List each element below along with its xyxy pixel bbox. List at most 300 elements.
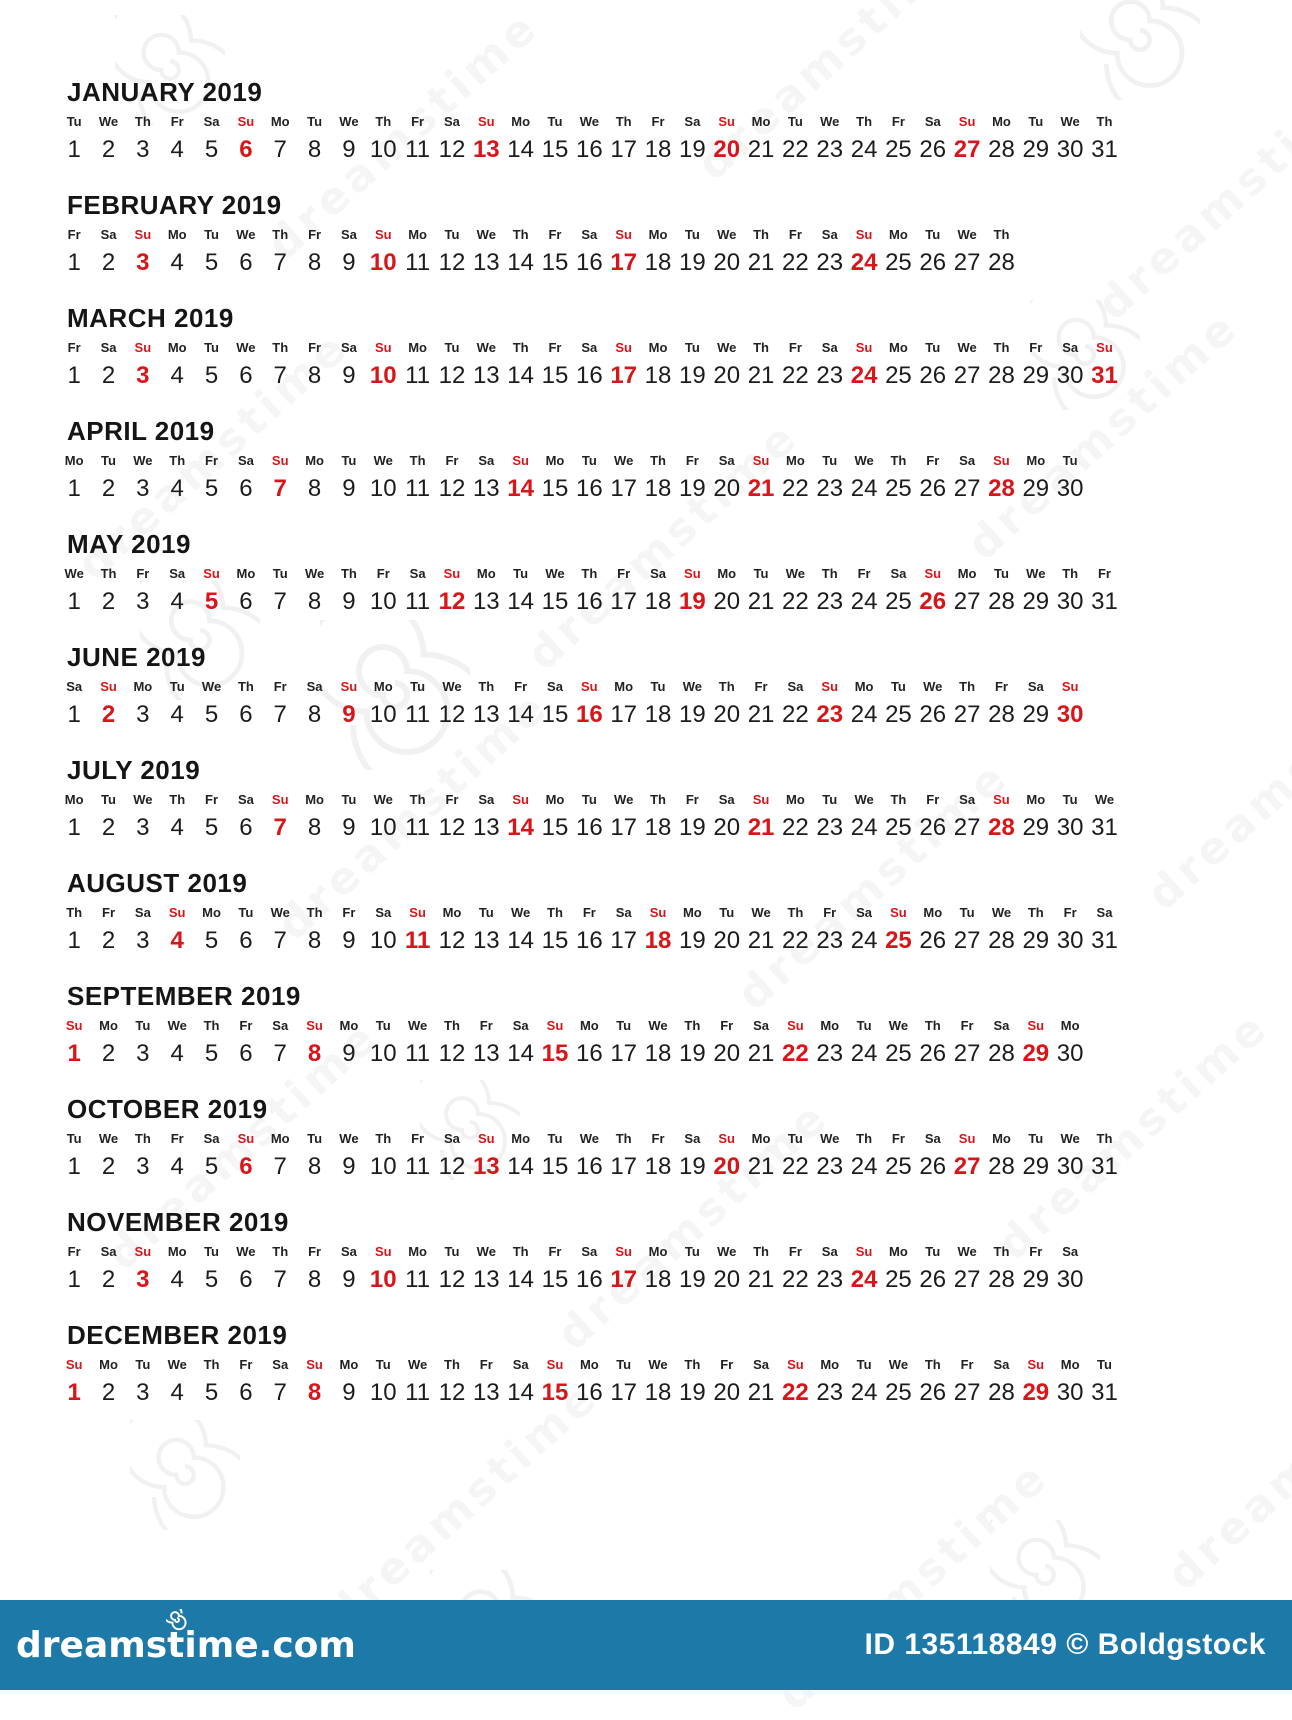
weekday-label: Fr	[1029, 1244, 1043, 1259]
weekday-label: Sa	[993, 1018, 1010, 1033]
day-column	[778, 905, 812, 954]
weekday-label: Su	[752, 453, 770, 468]
day-column	[469, 679, 503, 728]
day-number: 5	[204, 1040, 219, 1067]
day-number: 22	[782, 588, 809, 615]
days-row	[57, 227, 1292, 276]
day-column	[607, 1244, 641, 1293]
day-column	[881, 1131, 915, 1180]
weekday-label: Sa	[650, 566, 666, 581]
weekday-label: We	[579, 1131, 599, 1146]
day-column	[297, 340, 331, 389]
weekday-label: Mo	[99, 1018, 118, 1033]
day-column	[160, 792, 194, 841]
day-number: 16	[575, 249, 603, 276]
weekday-label: Su	[993, 792, 1010, 807]
day-column	[400, 227, 434, 276]
day-number: 7	[273, 701, 287, 728]
weekday-label: Fr	[411, 1131, 425, 1146]
day-number: 27	[953, 1379, 981, 1406]
weekday-label: Sa	[134, 905, 151, 920]
weekday-label: Th	[753, 227, 769, 242]
weekday-label: Th	[444, 1357, 460, 1372]
day-number: 4	[170, 701, 184, 728]
weekday-label: Su	[718, 114, 736, 129]
day-number: 11	[405, 475, 431, 502]
day-number: 9	[342, 1040, 356, 1067]
day-column	[91, 1244, 125, 1293]
day-column	[263, 1357, 297, 1406]
day-number: 19	[679, 362, 706, 389]
day-column	[1019, 1131, 1053, 1180]
weekday-label: Th	[203, 1357, 220, 1372]
weekday-label: Th	[409, 453, 426, 468]
day-column	[1053, 1357, 1087, 1406]
day-column	[641, 1357, 675, 1406]
weekday-label: Fr	[582, 905, 596, 920]
weekday-label: Tu	[616, 1018, 632, 1033]
weekday-label: Fr	[67, 1244, 81, 1259]
dreamstime-logo	[16, 1625, 356, 1666]
day-number: 19	[679, 475, 706, 502]
day-column	[744, 340, 778, 389]
weekday-label: Tu	[684, 340, 700, 355]
day-number: 19	[679, 701, 706, 728]
day-column	[607, 1131, 641, 1180]
weekday-label: Fr	[67, 227, 81, 242]
day-column	[469, 1244, 503, 1293]
day-column	[881, 114, 915, 163]
day-number: 12	[438, 1266, 466, 1293]
weekday-label: Fr	[445, 453, 459, 468]
day-column	[366, 1018, 400, 1067]
weekday-label: Mo	[133, 679, 153, 694]
day-column	[297, 227, 331, 276]
day-number: 23	[816, 814, 844, 841]
day-column	[469, 566, 503, 615]
weekday-label: Mo	[579, 1018, 599, 1033]
day-number: 18	[644, 701, 672, 728]
day-column	[297, 453, 331, 502]
days-row	[57, 566, 1292, 615]
day-number: 31	[1091, 1153, 1118, 1180]
day-number: 9	[342, 362, 356, 389]
day-column	[607, 114, 641, 163]
day-number: 15	[541, 1379, 569, 1406]
weekday-label: Fr	[720, 1018, 734, 1033]
weekday-label: Mo	[992, 114, 1011, 129]
day-number: 1	[67, 927, 81, 954]
day-column	[950, 1018, 984, 1067]
day-column	[160, 1131, 194, 1180]
day-number: 23	[816, 1266, 844, 1293]
day-number: 25	[885, 701, 912, 728]
day-column	[572, 1018, 606, 1067]
day-column	[710, 1357, 744, 1406]
day-number: 12	[438, 362, 466, 389]
day-number: 21	[747, 362, 775, 389]
day-number: 1	[67, 1266, 81, 1293]
weekday-label: Su	[1096, 340, 1113, 355]
day-number: 16	[575, 701, 603, 728]
day-number: 4	[170, 588, 184, 615]
day-column	[813, 1244, 847, 1293]
day-number: 19	[679, 136, 706, 163]
weekday-label: Fr	[960, 1018, 974, 1033]
day-number: 22	[782, 249, 809, 276]
day-number: 28	[988, 814, 1015, 841]
day-number: 11	[405, 814, 431, 841]
day-number: 5	[204, 701, 219, 728]
day-column	[744, 114, 778, 163]
weekday-label: Su	[340, 679, 358, 694]
day-number: 11	[405, 136, 431, 163]
weekday-label: Th	[169, 453, 186, 468]
day-column	[675, 453, 709, 502]
day-column	[469, 227, 503, 276]
weekday-label: Su	[271, 792, 289, 807]
day-number: 28	[988, 136, 1015, 163]
day-number: 5	[204, 927, 219, 954]
day-column	[984, 679, 1018, 728]
day-number: 13	[472, 1153, 500, 1180]
weekday-label: We	[923, 679, 943, 694]
weekday-label: Th	[993, 340, 1010, 355]
day-column	[847, 566, 881, 615]
weekday-label: Tu	[135, 1018, 151, 1033]
day-number: 10	[369, 814, 397, 841]
day-column	[675, 1018, 709, 1067]
weekday-label: Tu	[204, 227, 219, 242]
day-column	[847, 453, 881, 502]
day-number: 26	[919, 927, 947, 954]
weekday-label: Mo	[64, 453, 84, 468]
month-title: DECEMBER 2019	[67, 1320, 288, 1350]
day-column	[607, 1018, 641, 1067]
day-column	[538, 340, 572, 389]
day-number: 15	[541, 1040, 569, 1067]
day-column	[744, 905, 778, 954]
day-column	[916, 340, 950, 389]
weekday-label: We	[270, 905, 290, 920]
day-number: 2	[101, 1266, 116, 1293]
weekday-label: Fr	[651, 1131, 665, 1146]
day-column	[881, 1244, 915, 1293]
weekday-label: We	[648, 1357, 668, 1372]
weekday-label: Mo	[751, 1131, 771, 1146]
day-number: 4	[170, 814, 184, 841]
days-row	[57, 679, 1292, 728]
day-number: 30	[1056, 927, 1084, 954]
day-column	[229, 679, 263, 728]
day-column	[1087, 1357, 1121, 1406]
day-column	[332, 227, 366, 276]
weekday-label: Sa	[718, 792, 735, 807]
day-column	[435, 114, 469, 163]
weekday-label: Sa	[100, 340, 117, 355]
weekday-label: Sa	[581, 227, 598, 242]
day-column	[916, 227, 950, 276]
day-number: 5	[204, 1379, 219, 1406]
weekday-label: Sa	[993, 1357, 1010, 1372]
day-number: 28	[988, 927, 1015, 954]
day-column	[538, 566, 572, 615]
day-number: 30	[1056, 1040, 1084, 1067]
day-number: 10	[369, 475, 397, 502]
day-number: 8	[307, 1379, 322, 1406]
weekday-label: Tu	[650, 679, 666, 694]
weekday-label: Su	[100, 679, 117, 694]
weekday-label: Fr	[411, 114, 425, 129]
day-column	[916, 1131, 950, 1180]
day-column	[91, 453, 125, 502]
weekday-label: Mo	[1060, 1357, 1080, 1372]
weekday-label: Su	[718, 1131, 736, 1146]
day-column	[950, 792, 984, 841]
day-column	[126, 114, 160, 163]
weekday-label: Su	[787, 1357, 804, 1372]
day-column	[57, 114, 91, 163]
day-number: 6	[239, 588, 253, 615]
day-number: 25	[885, 588, 912, 615]
weekday-label: Th	[993, 1244, 1010, 1259]
day-column	[813, 227, 847, 276]
day-column	[469, 114, 503, 163]
month-block	[0, 982, 1292, 1095]
weekday-label: Sa	[203, 1131, 220, 1146]
weekday-label: Sa	[340, 227, 357, 242]
weekday-label: Tu	[341, 453, 357, 468]
day-number: 10	[369, 362, 397, 389]
days-row	[57, 905, 1292, 954]
weekday-label: Sa	[1062, 340, 1079, 355]
weekday-label: Sa	[237, 792, 254, 807]
day-column	[91, 227, 125, 276]
day-number: 14	[507, 814, 534, 841]
weekday-label: Fr	[273, 679, 287, 694]
weekday-label: Fr	[514, 679, 528, 694]
day-column	[950, 114, 984, 163]
day-number: 10	[369, 249, 397, 276]
weekday-label: We	[167, 1357, 187, 1372]
weekday-label: Tu	[375, 1018, 391, 1033]
day-column	[572, 905, 606, 954]
weekday-label: Su	[203, 566, 220, 581]
weekday-label: Tu	[1097, 1357, 1112, 1372]
day-column	[710, 1018, 744, 1067]
day-column	[538, 114, 572, 163]
day-column	[503, 566, 537, 615]
day-column	[675, 1131, 709, 1180]
day-column	[744, 453, 778, 502]
weekday-label: Fr	[170, 1131, 184, 1146]
day-column	[813, 1357, 847, 1406]
day-column	[263, 566, 297, 615]
day-number: 8	[307, 927, 322, 954]
day-number: 21	[747, 475, 775, 502]
day-column	[229, 114, 263, 163]
weekday-label: Tu	[890, 679, 906, 694]
weekday-label: Su	[409, 905, 426, 920]
weekday-label: We	[957, 340, 977, 355]
day-column	[778, 1357, 812, 1406]
weekday-label: Fr	[308, 1244, 322, 1259]
day-column	[126, 792, 160, 841]
day-column	[744, 1357, 778, 1406]
day-column	[572, 1244, 606, 1293]
day-column	[710, 114, 744, 163]
day-column	[1053, 1131, 1087, 1180]
day-number: 17	[610, 1153, 638, 1180]
day-number: 30	[1056, 588, 1084, 615]
weekday-label: Fr	[239, 1357, 253, 1372]
day-column	[435, 340, 469, 389]
weekday-label: We	[648, 1018, 668, 1033]
day-number: 25	[885, 1040, 912, 1067]
day-column	[847, 792, 881, 841]
day-number: 25	[885, 1153, 912, 1180]
day-column	[366, 114, 400, 163]
day-column	[263, 453, 297, 502]
day-number: 22	[782, 927, 809, 954]
weekday-label: Th	[684, 1018, 701, 1033]
weekday-label: Sa	[272, 1018, 289, 1033]
weekday-label: Tu	[581, 792, 597, 807]
day-number: 23	[816, 136, 844, 163]
weekday-label: Th	[237, 679, 254, 694]
day-number: 25	[885, 136, 912, 163]
weekday-label: Mo	[854, 679, 874, 694]
weekday-label: Tu	[66, 114, 82, 129]
day-number: 20	[713, 927, 741, 954]
weekday-label: Fr	[479, 1357, 493, 1372]
day-column	[91, 792, 125, 841]
day-number: 11	[405, 1266, 431, 1293]
month-title: APRIL 2019	[67, 416, 215, 446]
weekday-label: We	[957, 227, 977, 242]
day-number: 9	[342, 136, 356, 163]
day-number: 9	[342, 475, 356, 502]
weekday-label: Sa	[1062, 1244, 1079, 1259]
weekday-label: Tu	[1028, 114, 1044, 129]
weekday-label: We	[957, 1244, 977, 1259]
day-column	[194, 227, 228, 276]
day-number: 3	[136, 814, 150, 841]
day-number: 8	[307, 701, 322, 728]
day-column	[263, 1018, 297, 1067]
weekday-label: We	[820, 114, 840, 129]
day-number: 4	[170, 249, 184, 276]
day-column	[710, 1244, 744, 1293]
day-column	[1087, 114, 1121, 163]
weekday-label: Th	[1096, 114, 1113, 129]
day-column	[126, 1357, 160, 1406]
day-column	[332, 340, 366, 389]
weekday-label: Th	[959, 679, 976, 694]
weekday-label: We	[854, 792, 874, 807]
day-column	[572, 227, 606, 276]
day-column	[400, 566, 434, 615]
day-number: 13	[472, 362, 500, 389]
month-block	[0, 643, 1292, 756]
day-column	[332, 1357, 366, 1406]
day-column	[847, 227, 881, 276]
weekday-label: Tu	[169, 679, 185, 694]
day-number: 7	[273, 588, 287, 615]
day-column	[57, 340, 91, 389]
day-number: 18	[644, 249, 672, 276]
weekday-label: Su	[512, 792, 529, 807]
day-column	[778, 453, 812, 502]
day-number: 10	[369, 1040, 397, 1067]
day-number: 7	[273, 1153, 287, 1180]
day-number: 16	[575, 1379, 603, 1406]
weekday-label: Fr	[308, 227, 322, 242]
day-column	[1087, 792, 1121, 841]
day-number: 22	[782, 362, 809, 389]
days-row	[57, 1244, 1292, 1293]
weekday-label: Fr	[239, 1018, 253, 1033]
day-column	[366, 566, 400, 615]
day-column	[744, 566, 778, 615]
month-block	[0, 78, 1292, 191]
month-title: JULY 2019	[67, 755, 201, 785]
day-number: 20	[713, 1266, 741, 1293]
weekday-label: Tu	[856, 1018, 872, 1033]
day-number: 2	[101, 814, 116, 841]
day-column	[641, 1018, 675, 1067]
day-column	[126, 453, 160, 502]
day-column	[194, 792, 228, 841]
weekday-label: Mo	[339, 1357, 359, 1372]
weekday-label: Tu	[135, 1357, 151, 1372]
weekday-label: Su	[855, 227, 873, 242]
day-column	[744, 1131, 778, 1180]
day-column	[1019, 905, 1053, 954]
weekday-label: We	[820, 1131, 840, 1146]
day-column	[332, 566, 366, 615]
day-column	[297, 679, 331, 728]
day-column	[744, 1018, 778, 1067]
day-number: 9	[342, 701, 356, 728]
day-number: 12	[438, 136, 466, 163]
weekday-label: Su	[615, 340, 632, 355]
day-column	[229, 566, 263, 615]
day-column	[744, 792, 778, 841]
day-column	[229, 1357, 263, 1406]
day-column	[1019, 679, 1053, 728]
weekday-label: Sa	[821, 1244, 838, 1259]
day-column	[1019, 566, 1053, 615]
days-row	[57, 792, 1292, 841]
day-number: 22	[782, 1153, 809, 1180]
day-column	[675, 792, 709, 841]
day-number: 10	[369, 588, 397, 615]
calendar-year-grid	[0, 78, 1292, 1434]
day-number: 27	[953, 1266, 981, 1293]
day-number: 10	[369, 701, 397, 728]
weekday-label: Su	[1027, 1018, 1045, 1033]
day-number: 27	[953, 814, 981, 841]
day-number: 2	[101, 362, 116, 389]
day-column	[1019, 1244, 1053, 1293]
weekday-label: Su	[855, 1244, 873, 1259]
weekday-label: Mo	[992, 1131, 1011, 1146]
day-column	[297, 1131, 331, 1180]
weekday-label: Tu	[410, 679, 426, 694]
day-column	[1053, 566, 1087, 615]
month-block	[0, 1321, 1292, 1434]
